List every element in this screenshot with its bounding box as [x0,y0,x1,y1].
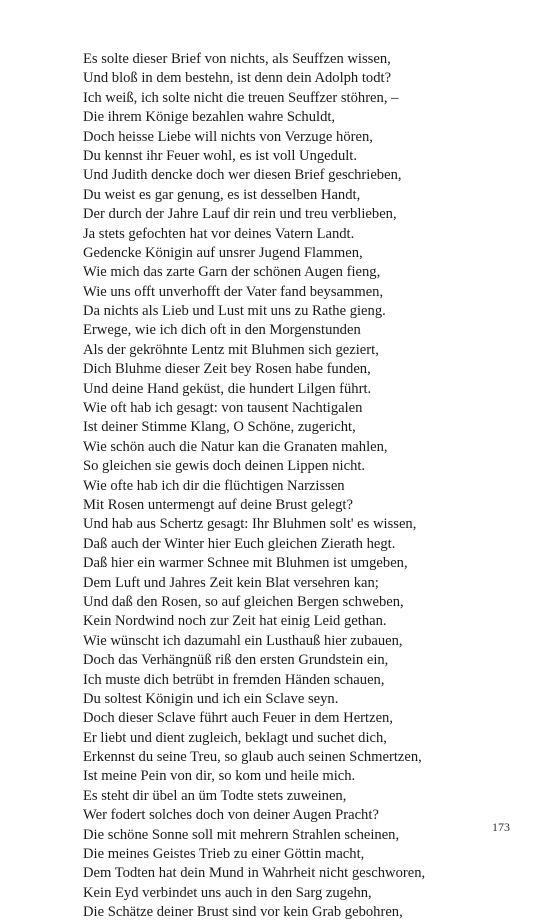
poem-line: So gleichen sie gewis doch deinen Lippen nicht. [83,458,366,475]
poem-line: Erkennst du seine Treu, so glaub auch seinen Schmertzen, [83,749,422,766]
poem-line: Kein Eyd verbindet uns auch in den Sarg zugehn, [83,884,372,901]
page-number: 173 [492,820,510,834]
poem-line: Du soltest Königin und ich ein Sclave seyn. [83,690,339,707]
poem-line: Ich muste dich betrübt in fremden Händen schauen, [83,671,385,688]
poem-line: Doch dieser Sclave führt auch Feuer in dem Hertzen, [83,710,393,727]
poem-line: Wie schön auch die Natur kan die Granaten mahlen, [83,438,388,455]
poem-line: Wie wünscht ich dazumahl ein Lusthauß hier zubauen, [83,632,403,649]
poem-line: Da nichts als Lieb und Lust mit uns zu Rathe gieng. [83,303,386,320]
poem-line: Doch heisse Liebe will nichts von Verzuge hören, [83,128,373,145]
poem-line: Ich weiß, ich solte nicht die treuen Seuffzer stöhren, – [83,89,399,106]
poem-line: Daß auch der Winter hier Euch gleichen Zierath hegt. [83,535,396,552]
poem-line: Und deine Hand geküst, die hundert Lilgen führt. [83,380,372,397]
poem-line: Mit Rosen untermengt auf deine Brust gelegt? [83,496,353,513]
poem-line: Und Judith dencke doch wer diesen Brief geschrieben, [83,167,402,184]
poem-line: Und daß den Rosen, so auf gleichen Bergen schweben, [83,593,404,610]
poem-line: Ja stets gefochten hat vor deines Vatern Landt. [83,225,355,242]
poem-text [83,50,523,923]
poem-line: Die meines Geistes Trieb zu einer Göttin macht, [83,846,365,863]
poem-line: Dem Todten hat dein Mund in Wahrheit nicht geschworen, [83,865,426,882]
poem-line: Die ihrem Könige bezahlen wahre Schuldt, [83,109,336,126]
poem-line: Doch das Verhängnüß riß den ersten Grundstein ein, [83,652,389,669]
poem-line: Die Schätze deiner Brust sind vor kein Grab gebohren, [83,904,403,921]
poem-line: Kein Nordwind noch zur Zeit hat einig Leid gethan. [83,613,387,630]
poem-line: Du kennst ihr Feuer wohl, es ist voll Ungedult. [83,147,358,164]
poem-line: Und bloß in dem bestehn, ist denn dein Adolph todt? [83,70,392,87]
poem-line: Wie uns offt unverhofft der Vater fand beysammen, [83,283,384,300]
poem-line: Ist meine Pein von dir, so kom und heile mich. [83,768,356,785]
poem-line: Daß hier ein warmer Schnee mit Bluhmen ist umgeben, [83,555,408,572]
poem-line: Es solte dieser Brief von nichts, als Seuffzen wissen, [83,51,391,67]
poem-line: Wie oft hab ich gesagt: von tausent Nachtigalen [83,400,363,417]
poem-line: Du weist es gar genung, es ist desselben Handt, [83,186,361,203]
poem-line: Erwege, wie ich dich oft in den Morgenstunden [83,322,361,339]
poem-line: Wer fodert solches doch von deiner Augen Pracht? [83,807,379,824]
poem-line: Dem Luft und Jahres Zeit kein Blat versehren kan; [83,574,379,591]
poem-line: Es steht dir übel an üm Todte stets zuweinen, [83,787,347,804]
poem-line: Ist deiner Stimme Klang, O Schöne, zugericht, [83,419,356,436]
poem-line: Dich Bluhme dieser Zeit bey Rosen habe funden, [83,361,371,378]
poem-line: Die schöne Sonne soll mit mehrern Strahlen scheinen, [83,826,400,843]
poem-line: Wie mich das zarte Garn der schönen Augen fieng, [83,264,381,281]
poem-line: Der durch der Jahre Lauf dir rein und treu verblieben, [83,206,397,223]
poem-line: Als der gekröhnte Lentz mit Bluhmen sich geziert, [83,341,379,358]
poem-line: Und hab aus Schertz gesagt: Ihr Bluhmen solt' es wissen, [83,516,417,533]
poem-line: Gedencke Königin auf unsrer Jugend Flammen, [83,244,363,261]
poem-line: Wie ofte hab ich dir die flüchtigen Narzissen [83,477,345,494]
poem-line: Er liebt und dient zugleich, beklagt und suchet dich, [83,729,387,746]
